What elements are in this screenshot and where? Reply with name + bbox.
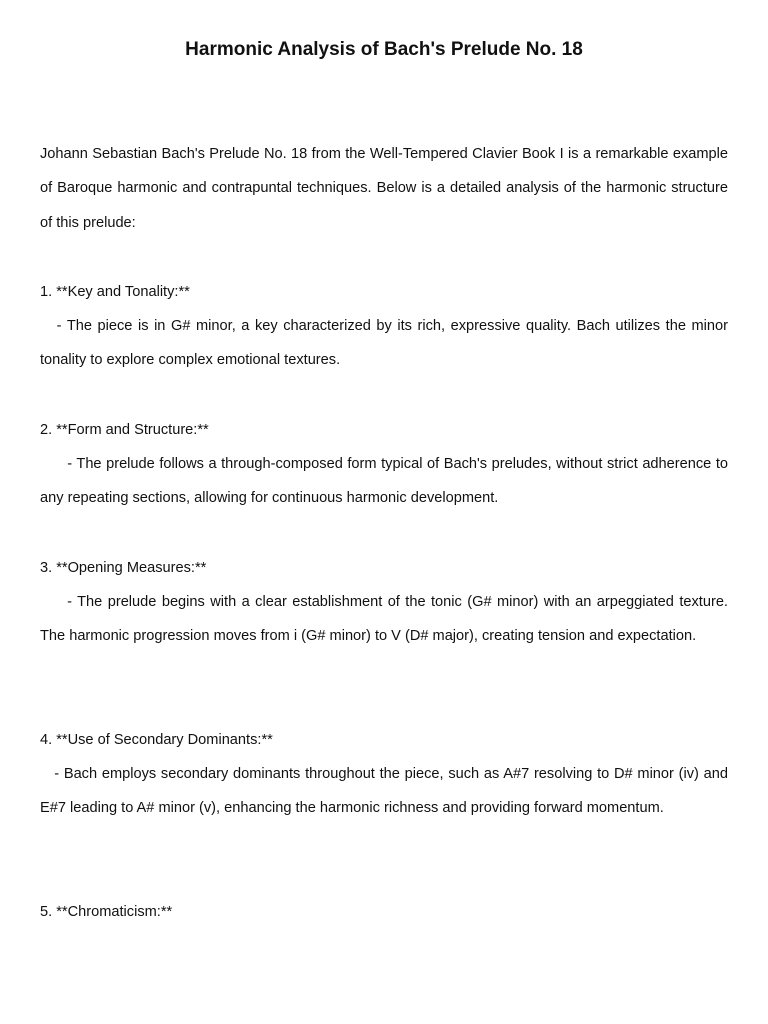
section-heading-chromaticism: 5. **Chromaticism:**: [40, 904, 173, 920]
section-body-opening-measures: - The prelude begins with a clear establishment of the tonic (G# minor) with an arpeggiated texture. The harmonic progression moves from i (G# minor) to V (D# major), creating tension and expectation.: [40, 594, 732, 645]
section-body-secondary-dominants: - Bach employs secondary dominants throughout the piece, such as A#7 resolving to D# minor (iv) and E#7 leading to A# minor (v), enhancing the harmonic richness and providing forward momentum.: [40, 766, 733, 817]
section-heading-opening-measures: 3. **Opening Measures:**: [40, 560, 207, 576]
page-title: Harmonic Analysis of Bach's Prelude No. 18: [185, 39, 583, 60]
section-body-key-tonality: - The piece is in G# minor, a key characterized by its rich, expressive quality. Bach utilizes the minor tonality to explore complex emotional textures.: [40, 318, 733, 369]
section-heading-form-structure: 2. **Form and Structure:**: [40, 422, 209, 438]
section-body-form-structure: - The prelude follows a through-composed form typical of Bach's preludes, without strict adherence to any repeating sections, allowing for continuous harmonic development.: [40, 456, 733, 507]
intro-paragraph: Johann Sebastian Bach's Prelude No. 18 from the Well-Tempered Clavier Book I is a remarkable example of Baroque harmonic and contrapuntal techniques. Below is a detailed analysis of the harmonic structure of this prelude:: [40, 146, 728, 231]
section-heading-secondary-dominants: 4. **Use of Secondary Dominants:**: [40, 732, 273, 748]
section-heading-key-tonality: 1. **Key and Tonality:**: [40, 284, 190, 300]
